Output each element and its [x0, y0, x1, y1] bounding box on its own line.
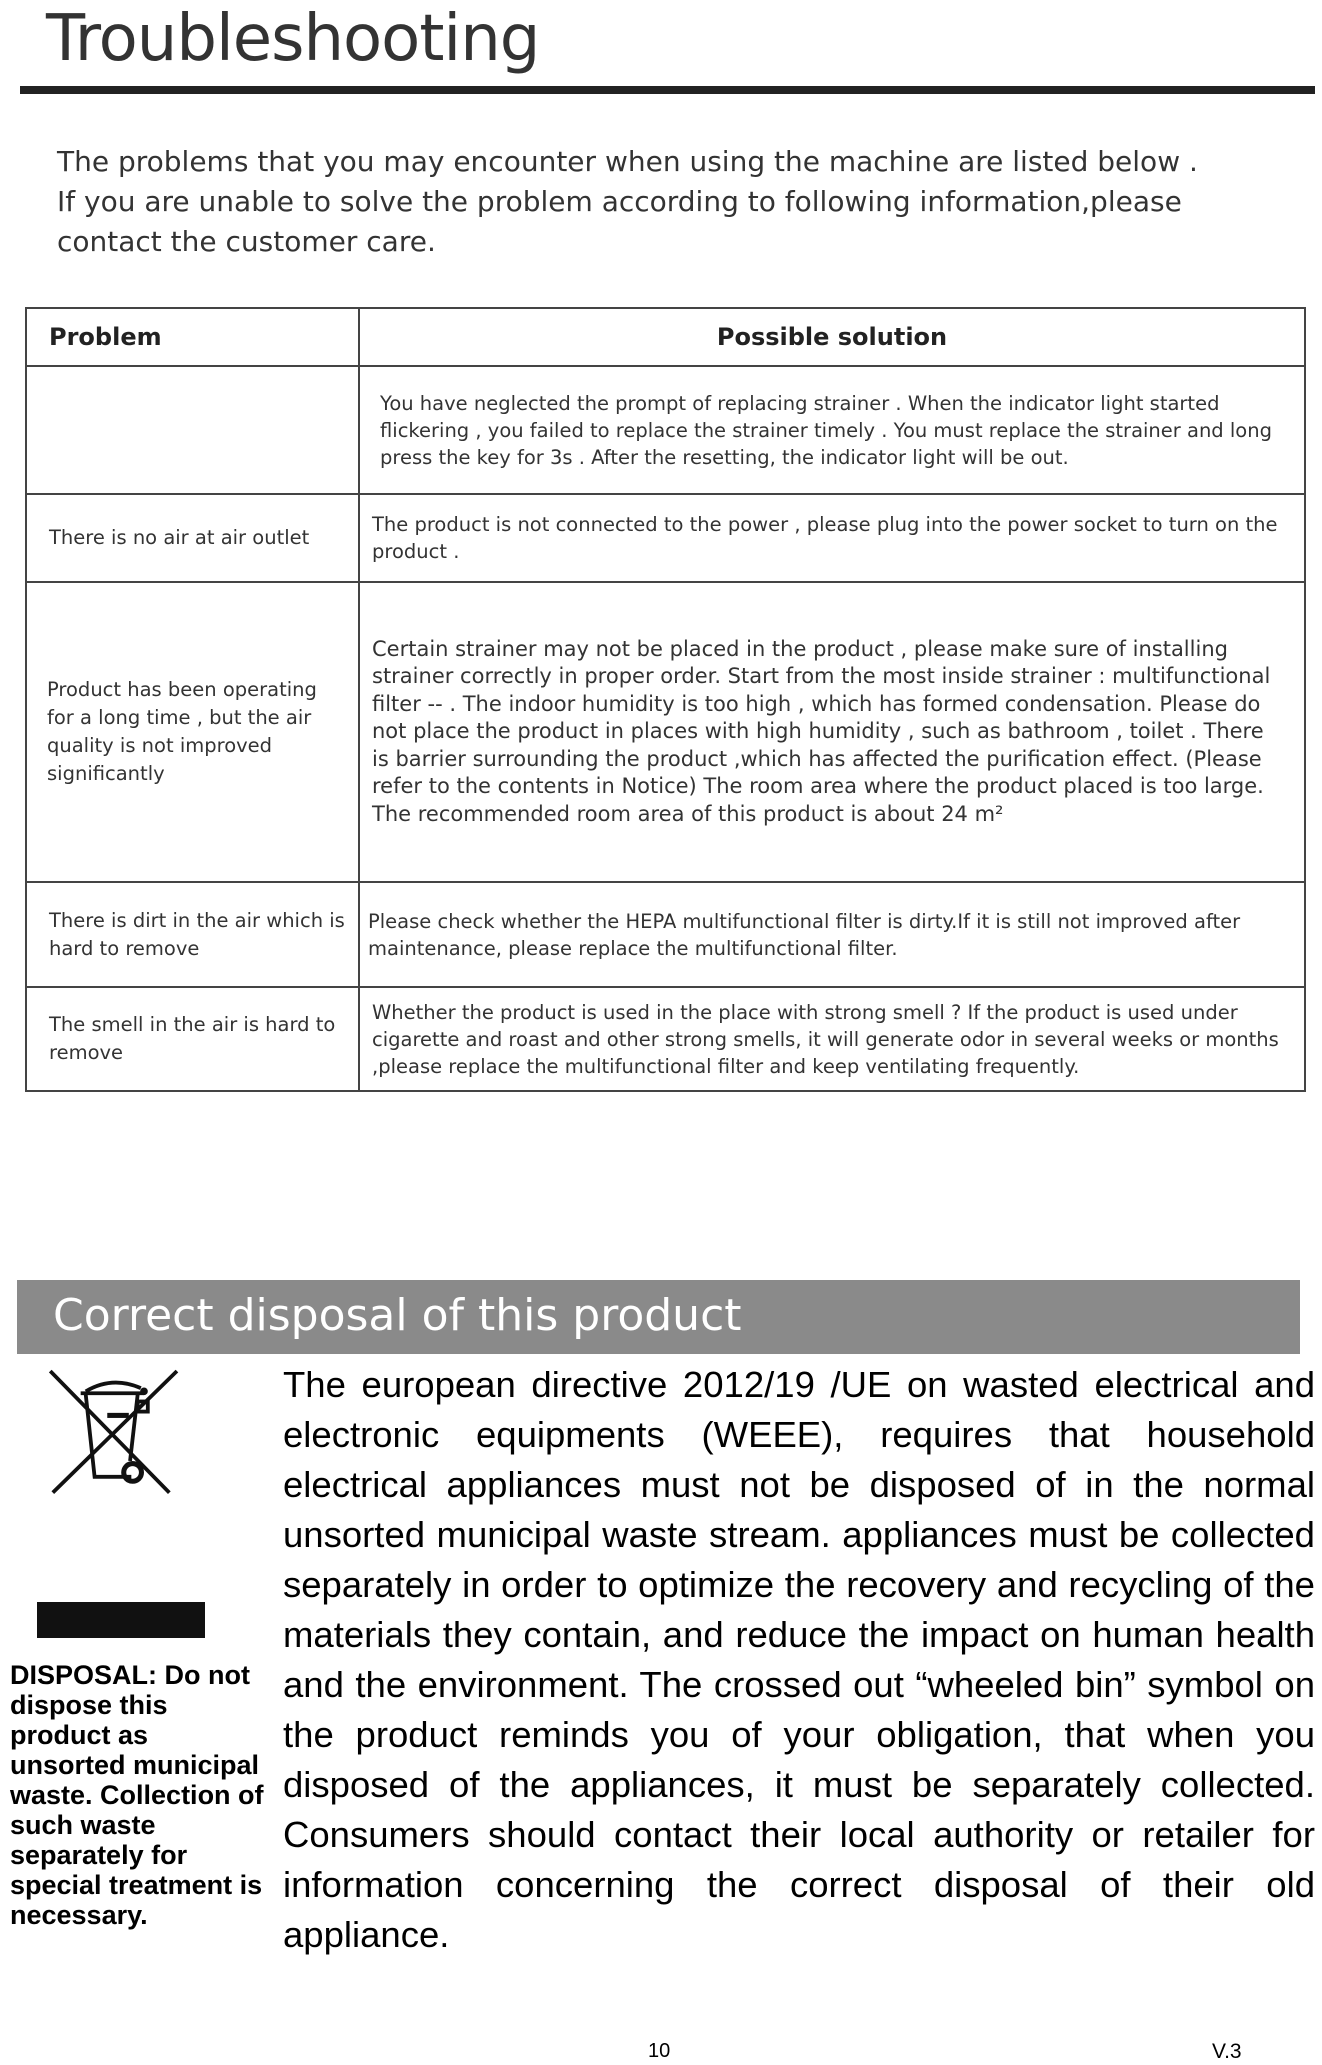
disposal-banner — [17, 1280, 1300, 1354]
solution-cell: The product is not connected to the power , please plug into the power socket to turn on the product . — [359, 494, 1305, 582]
intro-line: If you are unable to solve the problem according to following information,please — [57, 185, 1182, 218]
page-title: Troubleshooting — [46, 2, 540, 76]
header-solution: Possible solution — [359, 308, 1305, 366]
table-row — [26, 582, 1305, 882]
problem-cell: Product has been operating for a long time , but the air quality is not improved significantly — [26, 582, 359, 882]
intro-line: The problems that you may encounter when using the machine are listed below . — [57, 145, 1198, 178]
disposal-note: DISPOSAL: Do not dispose this product as unsorted municipal waste. Collection of such waste separately for special treatment is necessary. — [10, 1660, 264, 1930]
header-problem: Problem — [26, 308, 359, 366]
table-row — [26, 366, 1305, 494]
page-number: 10 — [648, 2040, 671, 2062]
solution-cell: You have neglected the prompt of replacing strainer . When the indicator light started flickering , you failed to replace the strainer timely . You must replace the strainer and long press the key for 3s . After the resetting, the indicator light will be out. — [359, 366, 1305, 494]
table-row — [26, 494, 1305, 582]
weee-paragraph: The european directive 2012/19 /UE on wasted electrical and electronic equipments (WEEE), requires that household electrical appliances must not be disposed of in the normal unsorted municipal waste stream. appliances must be collected separately in order to optimize the recovery and recycling of the materials they contain, and reduce the impact on human health and the environment. The crossed out “wheeled bin” symbol on the product reminds you of your obligation, that when you disposed of the appliances, it must be separately collected. Consumers should contact their local authority or retailer for information concerning the correct disposal of their old appliance. — [283, 1364, 1315, 1955]
black-bar-mark — [37, 1602, 205, 1638]
crossed-out-wheeled-bin-icon — [20, 1366, 230, 1561]
solution-cell: Please check whether the HEPA multifunctional filter is dirty.If it is still not improved after maintenance, please replace the multifunctional filter. — [359, 882, 1305, 987]
table-row — [26, 987, 1305, 1091]
table-row — [26, 882, 1305, 987]
problem-cell: There is dirt in the air which is hard to remove — [26, 882, 359, 987]
intro-line: contact the customer care. — [57, 225, 436, 258]
solution-cell: Certain strainer may not be placed in the product , please make sure of installing strainer correctly in proper order. Start from the most inside strainer : multifunctional filter -- . The indoor humidity is too high , which has formed condensation. Please do not place the product in places with high humidity , such as bathroom , toilet . There is barrier surrounding the product ,which has affected the purification effect. (Please refer to the contents in Notice) The room area where the product placed is too large. The recommended room area of this product is about 24 m² — [359, 582, 1305, 882]
problem-cell — [26, 366, 359, 494]
title-divider — [20, 86, 1315, 94]
problem-cell: There is no air at air outlet — [26, 494, 359, 582]
disposal-heading: Correct disposal of this product — [53, 1290, 742, 1341]
table-header-row — [26, 308, 1305, 366]
version-label: V.3 — [1212, 2040, 1242, 2063]
troubleshooting-table — [25, 307, 1306, 1092]
intro-text — [57, 142, 1277, 262]
problem-cell: The smell in the air is hard to remove — [26, 987, 359, 1091]
solution-cell: Whether the product is used in the place with strong smell ? If the product is used under cigarette and roast and other strong smells, it will generate odor in several weeks or months ,please replace the multifunctional filter and keep ventilating frequently. — [359, 987, 1305, 1091]
